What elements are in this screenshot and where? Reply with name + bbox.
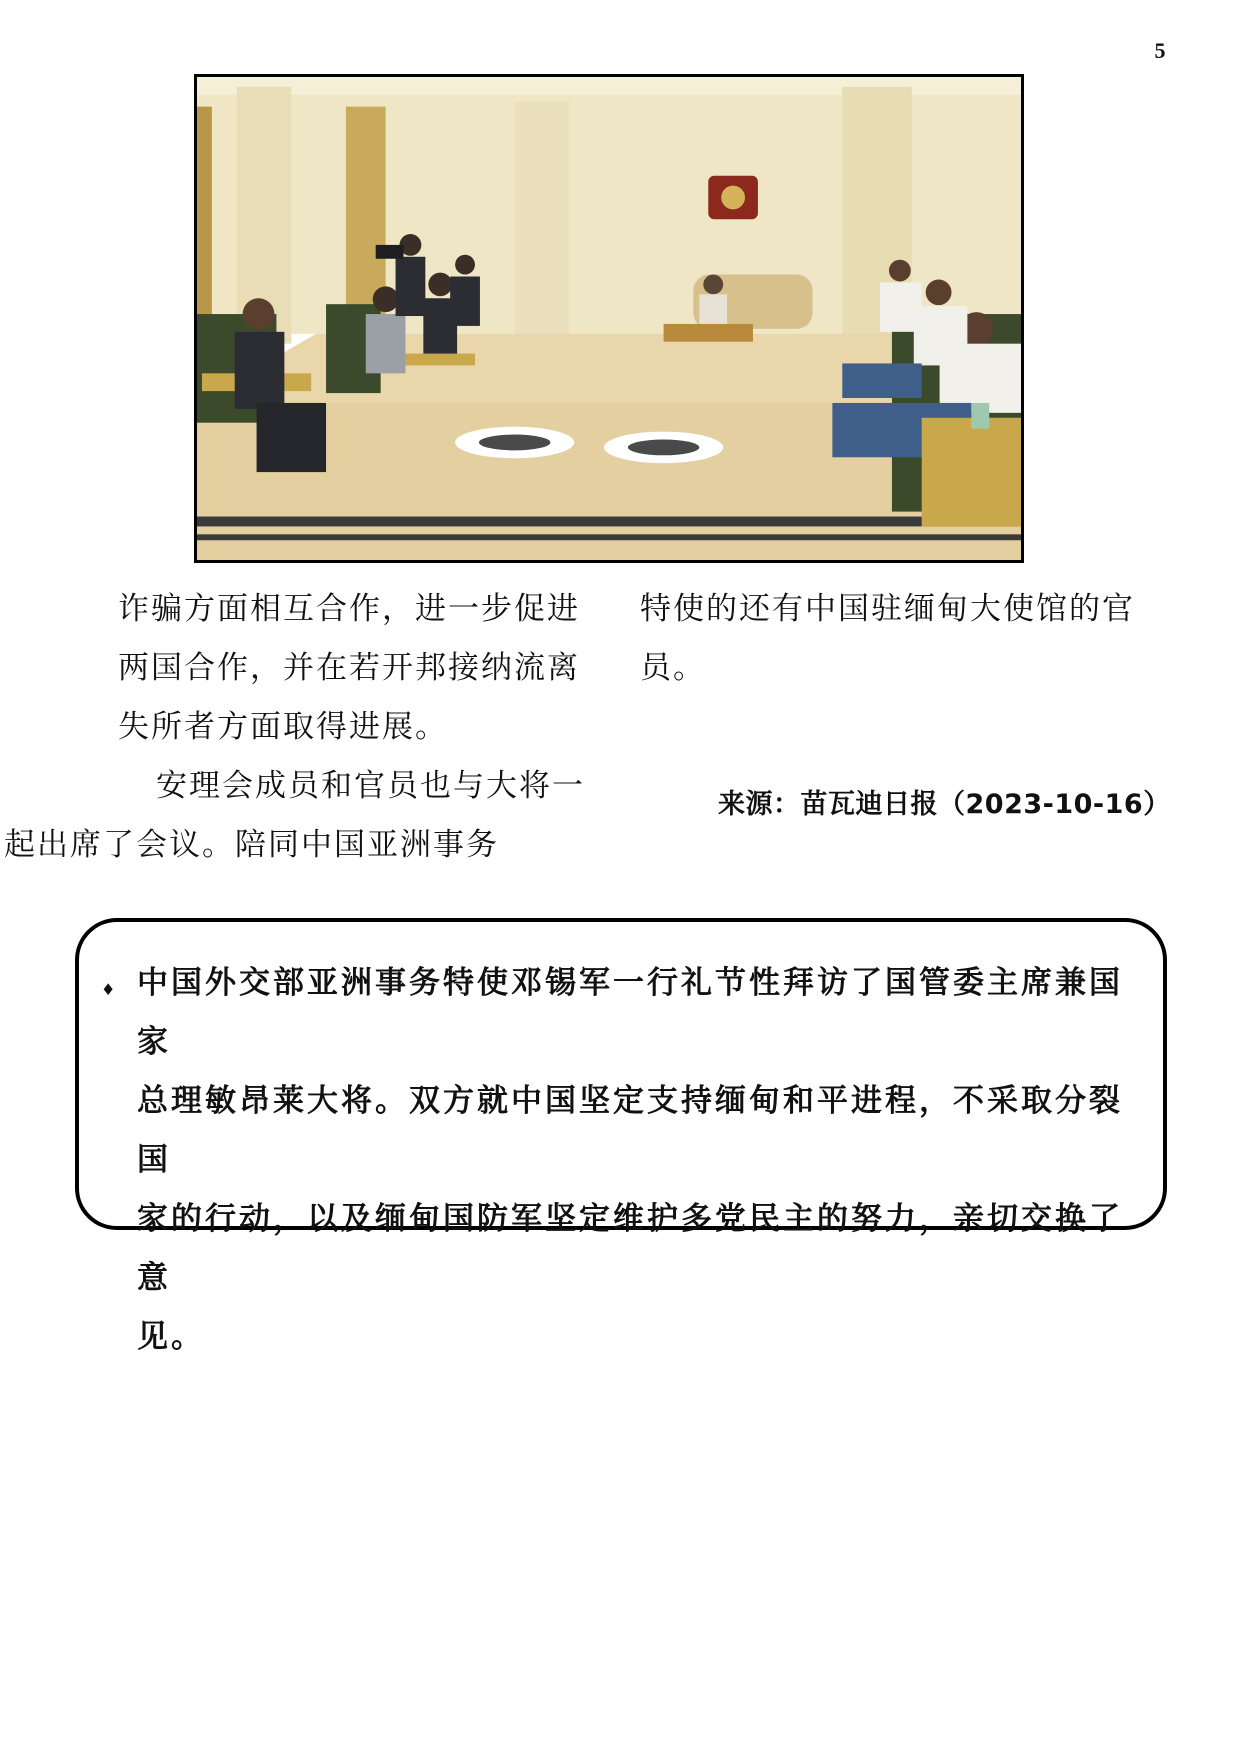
right-column <box>640 580 1170 698</box>
diamond-bullet-icon: ♦ <box>101 980 116 999</box>
left-column <box>4 580 610 875</box>
page-number: 5 <box>1154 38 1166 63</box>
photo-illustration <box>197 77 1021 560</box>
text-line: 诈骗方面相互合作，进一步促进 <box>118 591 580 627</box>
highlight-text <box>137 954 1145 1367</box>
text-line: 起出席了会议。陪同中国亚洲事务 <box>4 827 499 863</box>
text-line: 家的行动，以及缅甸国防军坚定维护多党民主的努力，亲切交换了意 <box>137 1201 1123 1296</box>
text-line: 总理敏昂莱大将。双方就中国坚定支持缅甸和平进程，不采取分裂国 <box>137 1083 1123 1178</box>
text-line: 失所者方面取得进展。 <box>118 709 448 745</box>
text-line: 特使的还有中国驻缅甸大使馆的官 <box>640 591 1135 627</box>
text-line: 安理会成员和官员也与大将一 <box>156 768 585 804</box>
left-paragraph-1 <box>80 580 610 757</box>
right-paragraph-1 <box>640 580 1170 698</box>
left-paragraph-2 <box>4 757 610 875</box>
text-line: 见。 <box>137 1319 205 1355</box>
source-citation: 来源：苗瓦迪日报（2023-10-16） <box>718 789 1171 820</box>
text-line: 员。 <box>640 650 706 686</box>
text-line: 中国外交部亚洲事务特使邓锡军一行礼节性拜访了国管委主席兼国家 <box>137 965 1123 1060</box>
text-line: 两国合作，并在若开邦接纳流离 <box>118 650 580 686</box>
highlight-box <box>75 918 1167 1355</box>
meeting-room-photo <box>194 74 1024 563</box>
